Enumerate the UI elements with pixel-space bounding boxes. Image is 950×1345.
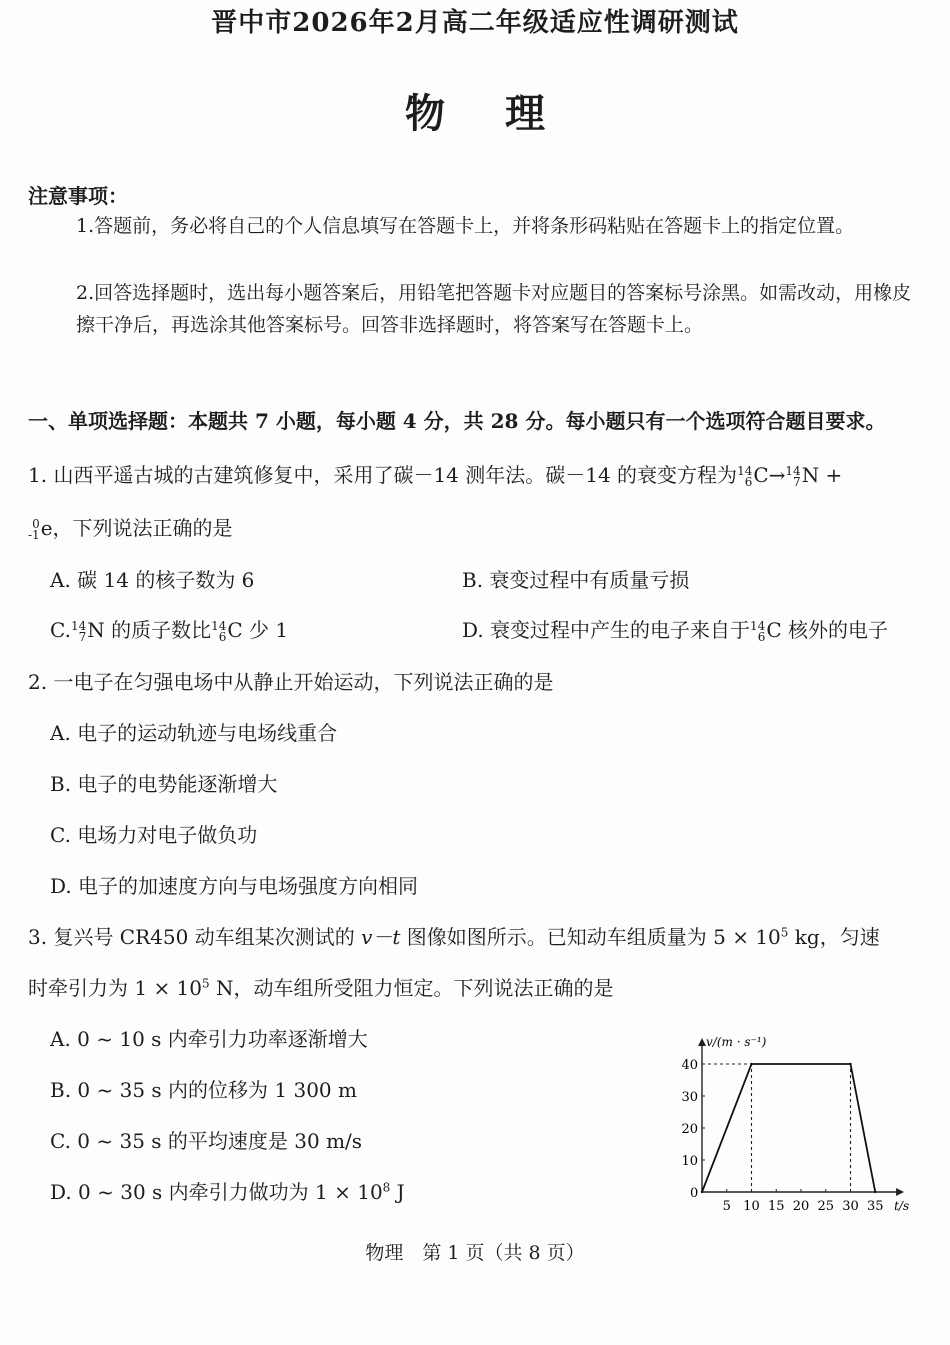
q2-option-a: A. 电子的运动轨迹与电场线重合 [50, 721, 338, 745]
exam-header: 晋中市2026年2月高二年级适应性调研测试 [211, 8, 739, 38]
vt-graph [668, 1015, 918, 1220]
vt-symbol: v－t [361, 925, 401, 949]
notice-num: 2. [76, 282, 95, 304]
q3-stem-line2: 时牵引力为 $1 \times 10^5$ N，动车组所受阻力恒定。下列说法正确的是 [28, 976, 614, 1000]
q3-stem-line1: 3. 复兴号 CR450 动车组某次测试的 v－t 图像如图所示。已知动车组质量为 $5 \times 10^5$ kg，匀速 [28, 925, 880, 949]
x-tick-label: 30 [842, 1199, 859, 1214]
notice-text: 答题前，务必将自己的个人信息填写在答题卡上，并将条形码粘贴在答题卡上的指定位置。 [94, 215, 855, 237]
notice-text: 回答选择题时，选出每小题答案后，用铅笔把答题卡对应题目的答案标号涂黑。如需改动，用橡皮擦干净后，再选涂其他答案标号。回答非选择题时，将答案写在答题卡上。 [76, 282, 912, 336]
notice-title: 注意事项： [28, 184, 128, 208]
y-axis-label: v/(m · s⁻¹) [706, 1035, 767, 1049]
q3-option-b: B. 0 ~ 35 s 内的位移为 1 300 m [50, 1078, 357, 1102]
q2-option-c: C. 电场力对电子做负功 [50, 823, 258, 847]
y-tick-label: 40 [681, 1058, 698, 1073]
y-axis-arrow [698, 1038, 706, 1046]
q1-stem-line2: 0 -1 e，下列说法正确的是 [28, 516, 233, 542]
q1-option-a: A. 碳 14 的核子数为 6 [50, 568, 255, 592]
x-tick-label: 10 [743, 1199, 760, 1214]
data-point [874, 1191, 876, 1193]
q2-stem: 2. 一电子在匀强电场中从静止开始运动，下列说法正确的是 [28, 670, 554, 694]
data-point [750, 1063, 752, 1065]
q1-stem-text: 1. 山西平遥古城的古建筑修复中，采用了碳－14 测年法。碳－14 的衰变方程为 [28, 463, 738, 487]
x-tick-label: 35 [866, 1199, 884, 1214]
subject-char-2: 理 [505, 90, 545, 137]
y-tick-label: 30 [681, 1090, 698, 1105]
q1-option-c: C. 14 7 N 的质子数比 14 6 C 少 1 [50, 618, 289, 644]
data-point [849, 1063, 851, 1065]
section-heading: 一、单项选择题：本题共 7 小题，每小题 4 分，共 28 分。每小题只有一个选项符合题目要求。 [28, 409, 886, 433]
q1-stem-line1: 1. 山西平遥古城的古建筑修复中，采用了碳－14 测年法。碳－14 的衰变方程为 14 6 C→ 14 7 N + [28, 463, 843, 489]
y-tick-label: 10 [681, 1154, 698, 1169]
q3-option-d: D. 0 ~ 30 s 内牵引力做功为 $1 \times 10^8$ J [50, 1180, 405, 1204]
subject-char-1: 物 [405, 90, 445, 137]
notice-num: 1. [76, 215, 95, 237]
nuclide-n14: 14 7 [785, 463, 801, 489]
data-point [701, 1191, 703, 1193]
nuclide-electron: 0 -1 [28, 516, 40, 542]
series-line [702, 1064, 875, 1192]
q3-option-c: C. 0 ~ 35 s 的平均速度是 30 m/s [50, 1129, 363, 1153]
origin-label: 0 [690, 1186, 699, 1201]
x-axis-label: t/s [894, 1199, 910, 1213]
q1-option-b: B. 衰变过程中有质量亏损 [462, 568, 690, 592]
page-footer: 物理 第 1 页（共 8 页） [365, 1242, 585, 1264]
nuclide-c14: 14 6 [737, 463, 753, 489]
x-tick-label: 25 [817, 1199, 835, 1214]
x-axis-arrow [896, 1188, 904, 1196]
notice-item-1 [76, 210, 912, 242]
q3-option-a: A. 0 ~ 10 s 内牵引力功率逐渐增大 [50, 1027, 368, 1051]
q2-option-b: B. 电子的电势能逐渐增大 [50, 772, 278, 796]
subject-title [0, 82, 950, 139]
x-tick-label: 5 [722, 1199, 731, 1214]
notice-item-2 [76, 277, 912, 341]
x-tick-label: 15 [767, 1199, 785, 1214]
y-tick-label: 20 [681, 1122, 698, 1137]
q2-option-d: D. 电子的加速度方向与电场强度方向相同 [50, 874, 419, 898]
x-tick-label: 20 [792, 1199, 810, 1214]
q1-option-d: D. 衰变过程中产生的电子来自于 14 6 C 核外的电子 [462, 618, 888, 644]
